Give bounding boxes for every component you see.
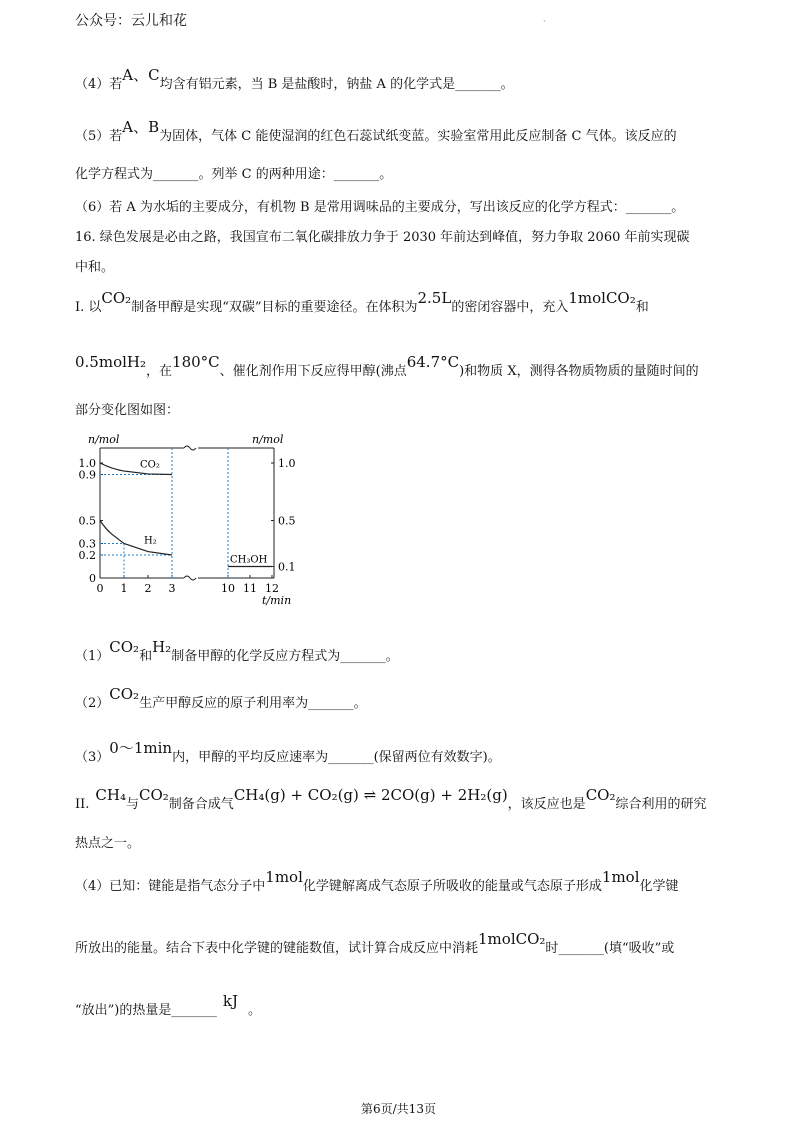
x-tick-label: 1 bbox=[120, 582, 128, 595]
series-line bbox=[100, 521, 172, 556]
axis-break-top bbox=[184, 446, 196, 450]
part-i-line1: I. 以 CO₂ 制备甲醇是实现“双碳”目标的重要途径。在体积为 2.5L 的密闭容器中，充入 1molCO₂ 和 bbox=[75, 289, 649, 315]
question-6: （6）若 A 为水垢的主要成分，有机物 B 是常用调味品的主要成分，写出该反应的化学方程式：_______。 bbox=[75, 200, 685, 215]
series-label: CH₃OH bbox=[230, 554, 268, 566]
y-tick-label-right: 0.5 bbox=[278, 514, 296, 528]
sub-question-4-line3: “放出”)的热量是_______ kJ 。 bbox=[75, 992, 261, 1018]
x-tick-label: 2 bbox=[144, 582, 152, 595]
series-line bbox=[100, 463, 172, 475]
y-tick-label-left: 0.5 bbox=[78, 514, 96, 528]
formula-ab: A、B bbox=[122, 118, 160, 136]
question-16-line1: 16. 绿色发展是必由之路，我国宣布二氧化碳排放力争于 2030 年前达到峰值，努力争取 2060 年前实现碳 bbox=[75, 230, 690, 245]
sub-question-4-line2: 所放出的能量。结合下表中化学键的键能数值，试计算合成反应中消耗 1molCO₂ 时_______(填“吸收”或 bbox=[75, 930, 675, 956]
question-5: （5）若 A、B 为固体，气体 C 能使湿润的红色石蕊试纸变蓝。实验室常用此反应制备 C 气体。该反应的 bbox=[75, 118, 677, 144]
y-tick-label-right: 1.0 bbox=[278, 457, 296, 470]
formula-ac: A、C bbox=[122, 66, 160, 84]
sub-question-3: （3） 0～1min 内，甲醇的平均反应速率为_______(保留两位有效数字)。 bbox=[75, 739, 501, 765]
part-ii-line2: 热点之一。 bbox=[75, 836, 141, 851]
x-tick-label: 10 bbox=[221, 582, 235, 595]
y-tick-label-left: 0.2 bbox=[78, 549, 96, 562]
dot-mark: · bbox=[543, 17, 546, 26]
page-footer: 第6页/共13页 bbox=[361, 1102, 436, 1116]
y-axis-label-left: n/mol bbox=[88, 433, 120, 446]
reaction-equation: CH₄(g) + CO₂(g) ⇌ 2CO(g) + 2H₂(g) bbox=[233, 786, 508, 804]
y-tick-label-left: 0.9 bbox=[78, 468, 96, 482]
x-tick-label: 3 bbox=[168, 582, 176, 595]
x-axis-label: t/min bbox=[262, 594, 292, 607]
x-tick-label: 12 bbox=[265, 582, 279, 595]
x-tick-label: 11 bbox=[243, 582, 257, 595]
part-ii-line1: II. CH₄ 与 CO₂ 制备合成气 CH₄(g) + CO₂(g) ⇌ 2CO(g) + 2H₂(g) ，该反应也是 CO₂ 综合利用的研究 bbox=[75, 786, 707, 812]
axis-break-bottom bbox=[184, 576, 196, 580]
part-i-line2: 0.5molH₂ ，在 180°C 、催化剂作用下反应得甲醇(沸点 64.7°C )和物质 X，测得各物质物质的量随时间的 bbox=[75, 353, 699, 379]
part-i-line3: 部分变化图如图： bbox=[75, 403, 180, 418]
question-16-line2: 中和。 bbox=[75, 260, 115, 275]
mole-time-chart bbox=[70, 428, 310, 608]
sub-question-2: （2） CO₂ 生产甲醇反应的原子利用率为_______。 bbox=[75, 685, 367, 711]
y-tick-label-left: 0.3 bbox=[78, 537, 96, 551]
y-tick-label-right: 0.1 bbox=[278, 560, 296, 574]
question-5-line2: 化学方程式为_______。列举 C 的两种用途：_______。 bbox=[75, 167, 393, 182]
series-label: CO₂ bbox=[140, 459, 160, 471]
page-header: 公众号：云儿和花 bbox=[75, 13, 187, 29]
series-label: H₂ bbox=[144, 535, 157, 547]
y-tick-label-left: 0 bbox=[89, 572, 96, 585]
question-4: （4）若 A、C 均含有铝元素，当 B 是盐酸时，钠盐 A 的化学式是_______。 bbox=[75, 66, 514, 92]
sub-question-4-line1: （4）已知：键能是指气态分子中 1mol 化学键解离成气态原子所吸收的能量或气态原子形成 1mol 化学键 bbox=[75, 868, 679, 894]
sub-question-1: （1） CO₂ 和 H₂ 制备甲醇的化学反应方程式为_______。 bbox=[75, 638, 399, 664]
y-axis-label-right: n/mol bbox=[252, 433, 284, 446]
y-tick-label-left: 1.0 bbox=[78, 457, 96, 470]
x-tick-label: 0 bbox=[96, 582, 104, 595]
